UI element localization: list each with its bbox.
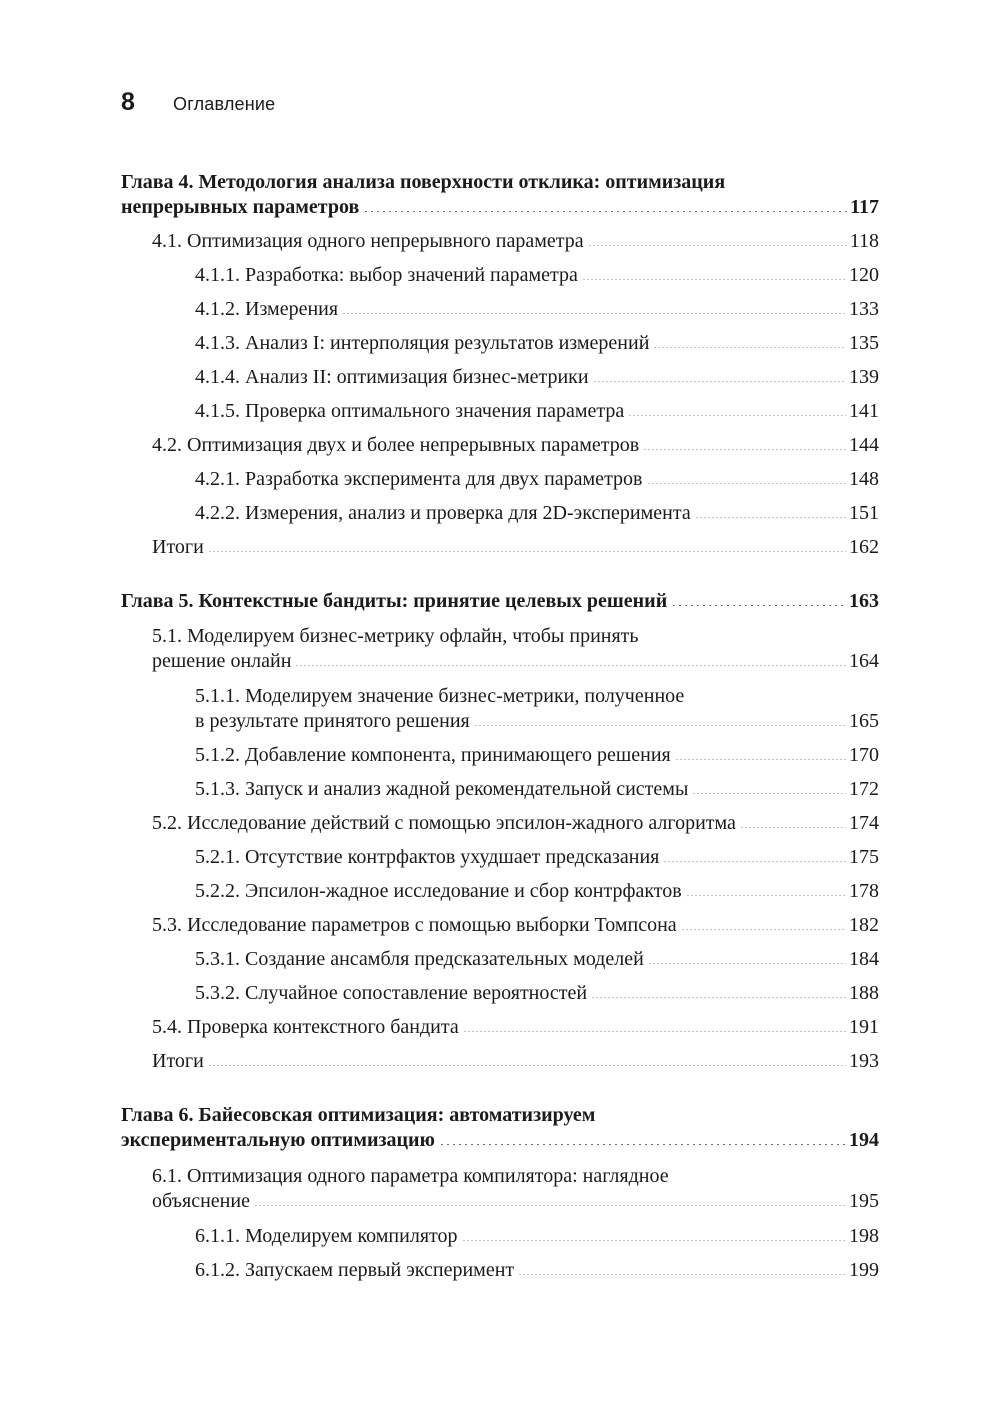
toc-page-number: 172 (849, 778, 879, 800)
dot-leader (593, 381, 846, 382)
toc-entry-title: 5.1.3. Запуск и анализ жадной рекомендательной системы (195, 778, 689, 800)
toc-section[interactable] (152, 433, 879, 458)
toc-subsection[interactable] (195, 399, 879, 424)
toc-entry-title: 4.1.2. Измерения (195, 298, 339, 320)
toc-page-number: 141 (849, 400, 879, 422)
toc-entry-title: 4.2. Оптимизация двух и более непрерывных параметров (152, 434, 640, 456)
dot-leader (474, 725, 846, 726)
toc-page-number: 162 (849, 536, 879, 558)
toc-page-number: 175 (849, 846, 879, 868)
toc-entry-title: 5.2.1. Отсутствие контрфактов ухудшает предсказания (195, 846, 660, 868)
dot-leader (686, 895, 846, 896)
toc-page-number: 188 (849, 982, 879, 1004)
toc-subsection[interactable] (195, 777, 879, 802)
toc-page-number: 120 (849, 264, 879, 286)
toc-section[interactable] (152, 913, 879, 938)
toc-page-number: 184 (849, 948, 879, 970)
toc-page-number: 174 (849, 812, 879, 834)
toc-entry-title: Глава 5. Контекстные бандиты: принятие целевых решений (121, 590, 668, 612)
toc-page-number: 194 (849, 1129, 879, 1151)
toc-page-number: 118 (849, 230, 879, 252)
toc-entry-title: 4.1.5. Проверка оптимального значения параметра (195, 400, 625, 422)
toc-subsection[interactable] (195, 365, 879, 390)
toc-page-number: 133 (849, 298, 879, 320)
toc-entry-title: 5.4. Проверка контекстного бандита (152, 1016, 459, 1038)
toc-entry-title: 4.1.3. Анализ I: интерполяция результатов измерений (195, 332, 650, 354)
toc-entry-title: 5.1. Моделируем бизнес-метрику офлайн, чтобы принять (152, 625, 639, 647)
dot-leader (692, 793, 846, 794)
dot-leader (254, 1205, 846, 1206)
dot-leader (628, 415, 846, 416)
toc-page-number: 164 (849, 650, 879, 672)
dot-leader (695, 517, 846, 518)
dot-leader (208, 551, 846, 552)
toc-entry-title: непрерывных параметров (121, 196, 360, 218)
toc-page-number: 135 (849, 332, 879, 354)
toc-subsection[interactable] (195, 1258, 879, 1283)
toc-subsection[interactable] (195, 331, 879, 356)
toc-subsection[interactable] (195, 1224, 879, 1249)
toc-subsection[interactable] (195, 879, 879, 904)
toc-page-number: 144 (849, 434, 879, 456)
toc-entry-title: 5.3. Исследование параметров с помощью выборки Томпсона (152, 914, 677, 936)
toc-entry-title: 6.1.1. Моделируем компилятор (195, 1225, 458, 1247)
dot-leader (582, 279, 846, 280)
dot-leader (648, 963, 846, 964)
toc-entry-title: Итоги (152, 1050, 204, 1072)
toc-entry-title: 5.1.2. Добавление компонента, принимающего решения (195, 744, 671, 766)
toc-entry-title: решение онлайн (152, 650, 292, 672)
toc-entry-title: экспериментальную оптимизацию (121, 1129, 435, 1151)
dot-leader (462, 1240, 847, 1241)
toc-entry-title: 4.2.2. Измерения, анализ и проверка для 2D-эксперимента (195, 502, 691, 524)
toc-page-number: 165 (849, 710, 879, 732)
toc-entry-title: 4.1.1. Разработка: выбор значений параметра (195, 264, 578, 286)
toc-subsection[interactable] (195, 501, 879, 526)
toc-page-number: 182 (849, 914, 879, 936)
toc-chapter[interactable] (121, 1103, 879, 1153)
toc-subsection[interactable] (195, 743, 879, 768)
dot-leader (463, 1031, 846, 1032)
toc-page-number: 148 (849, 468, 879, 490)
toc-subsection[interactable] (195, 981, 879, 1006)
running-head: Оглавление (173, 94, 276, 114)
toc-page-number: 195 (849, 1190, 879, 1212)
toc-section[interactable] (152, 1015, 879, 1040)
toc-page-number: 151 (849, 502, 879, 524)
dot-leader (518, 1274, 846, 1275)
dot-leader (342, 313, 846, 314)
dot-leader (643, 449, 846, 450)
toc-entry-title: 4.2.1. Разработка эксперимента для двух параметров (195, 468, 643, 490)
toc-page-number: 198 (849, 1225, 879, 1247)
toc-page-number: 199 (849, 1259, 879, 1281)
toc-subsection[interactable] (195, 297, 879, 322)
toc-entry-title: 6.1. Оптимизация одного параметра компилятора: наглядное (152, 1165, 669, 1187)
toc-page-number: 178 (849, 880, 879, 902)
toc-page-number: 139 (849, 366, 879, 388)
dot-leader (663, 861, 846, 862)
toc-section[interactable] (152, 1049, 879, 1074)
toc-chapter[interactable] (121, 589, 879, 614)
dot-leader (653, 347, 846, 348)
toc-entry-title: 4.1.4. Анализ II: оптимизация бизнес-метрики (195, 366, 589, 388)
dot-leader (591, 997, 846, 998)
toc-entry-title: объяснение (152, 1190, 250, 1212)
toc-section[interactable] (152, 811, 879, 836)
dot-leader (740, 827, 846, 828)
dot-leader (588, 245, 847, 246)
dot-leader (671, 605, 846, 606)
dot-leader (647, 483, 847, 484)
toc-subsection[interactable] (195, 684, 879, 734)
dot-leader (675, 759, 846, 760)
toc-entry-title: Глава 4. Методология анализа поверхности отклика: оптимизация (121, 171, 726, 193)
toc-entry-title: 5.3.1. Создание ансамбля предсказательных моделей (195, 948, 644, 970)
dot-leader (208, 1065, 846, 1066)
toc-entry-title: 5.3.2. Случайное сопоставление вероятностей (195, 982, 588, 1004)
toc-entry-title: 5.2. Исследование действий с помощью эпсилон-жадного алгоритма (152, 812, 736, 834)
toc-section[interactable] (152, 1164, 879, 1214)
toc-page-number: 170 (849, 744, 879, 766)
toc-entry-title: Глава 6. Байесовская оптимизация: автоматизируем (121, 1104, 596, 1126)
dot-leader (295, 665, 846, 666)
toc-subsection[interactable] (195, 467, 879, 492)
toc-page-number: 163 (849, 590, 879, 612)
toc-section[interactable] (152, 624, 879, 674)
toc-entry-title: в результате принятого решения (195, 710, 470, 732)
toc-page-number: 191 (849, 1016, 879, 1038)
page-number: 8 (121, 88, 135, 116)
dot-leader (681, 929, 846, 930)
dot-leader (439, 1144, 846, 1145)
toc-chapter[interactable] (121, 170, 879, 220)
toc-section[interactable] (152, 229, 879, 254)
toc-section[interactable] (152, 535, 879, 560)
toc-page-number: 117 (850, 196, 879, 218)
toc-entry-title: 5.2.2. Эпсилон-жадное исследование и сбор контрфактов (195, 880, 682, 902)
toc-entry-title: 4.1. Оптимизация одного непрерывного параметра (152, 230, 584, 252)
toc-entry-title: 5.1.1. Моделируем значение бизнес-метрики, полученное (195, 685, 685, 707)
toc-entry-title: Итоги (152, 536, 204, 558)
toc-subsection[interactable] (195, 947, 879, 972)
dot-leader (363, 211, 847, 212)
toc-entry-title: 6.1.2. Запускаем первый эксперимент (195, 1259, 515, 1281)
toc-subsection[interactable] (195, 845, 879, 870)
toc-page-number: 193 (849, 1050, 879, 1072)
toc-subsection[interactable] (195, 263, 879, 288)
